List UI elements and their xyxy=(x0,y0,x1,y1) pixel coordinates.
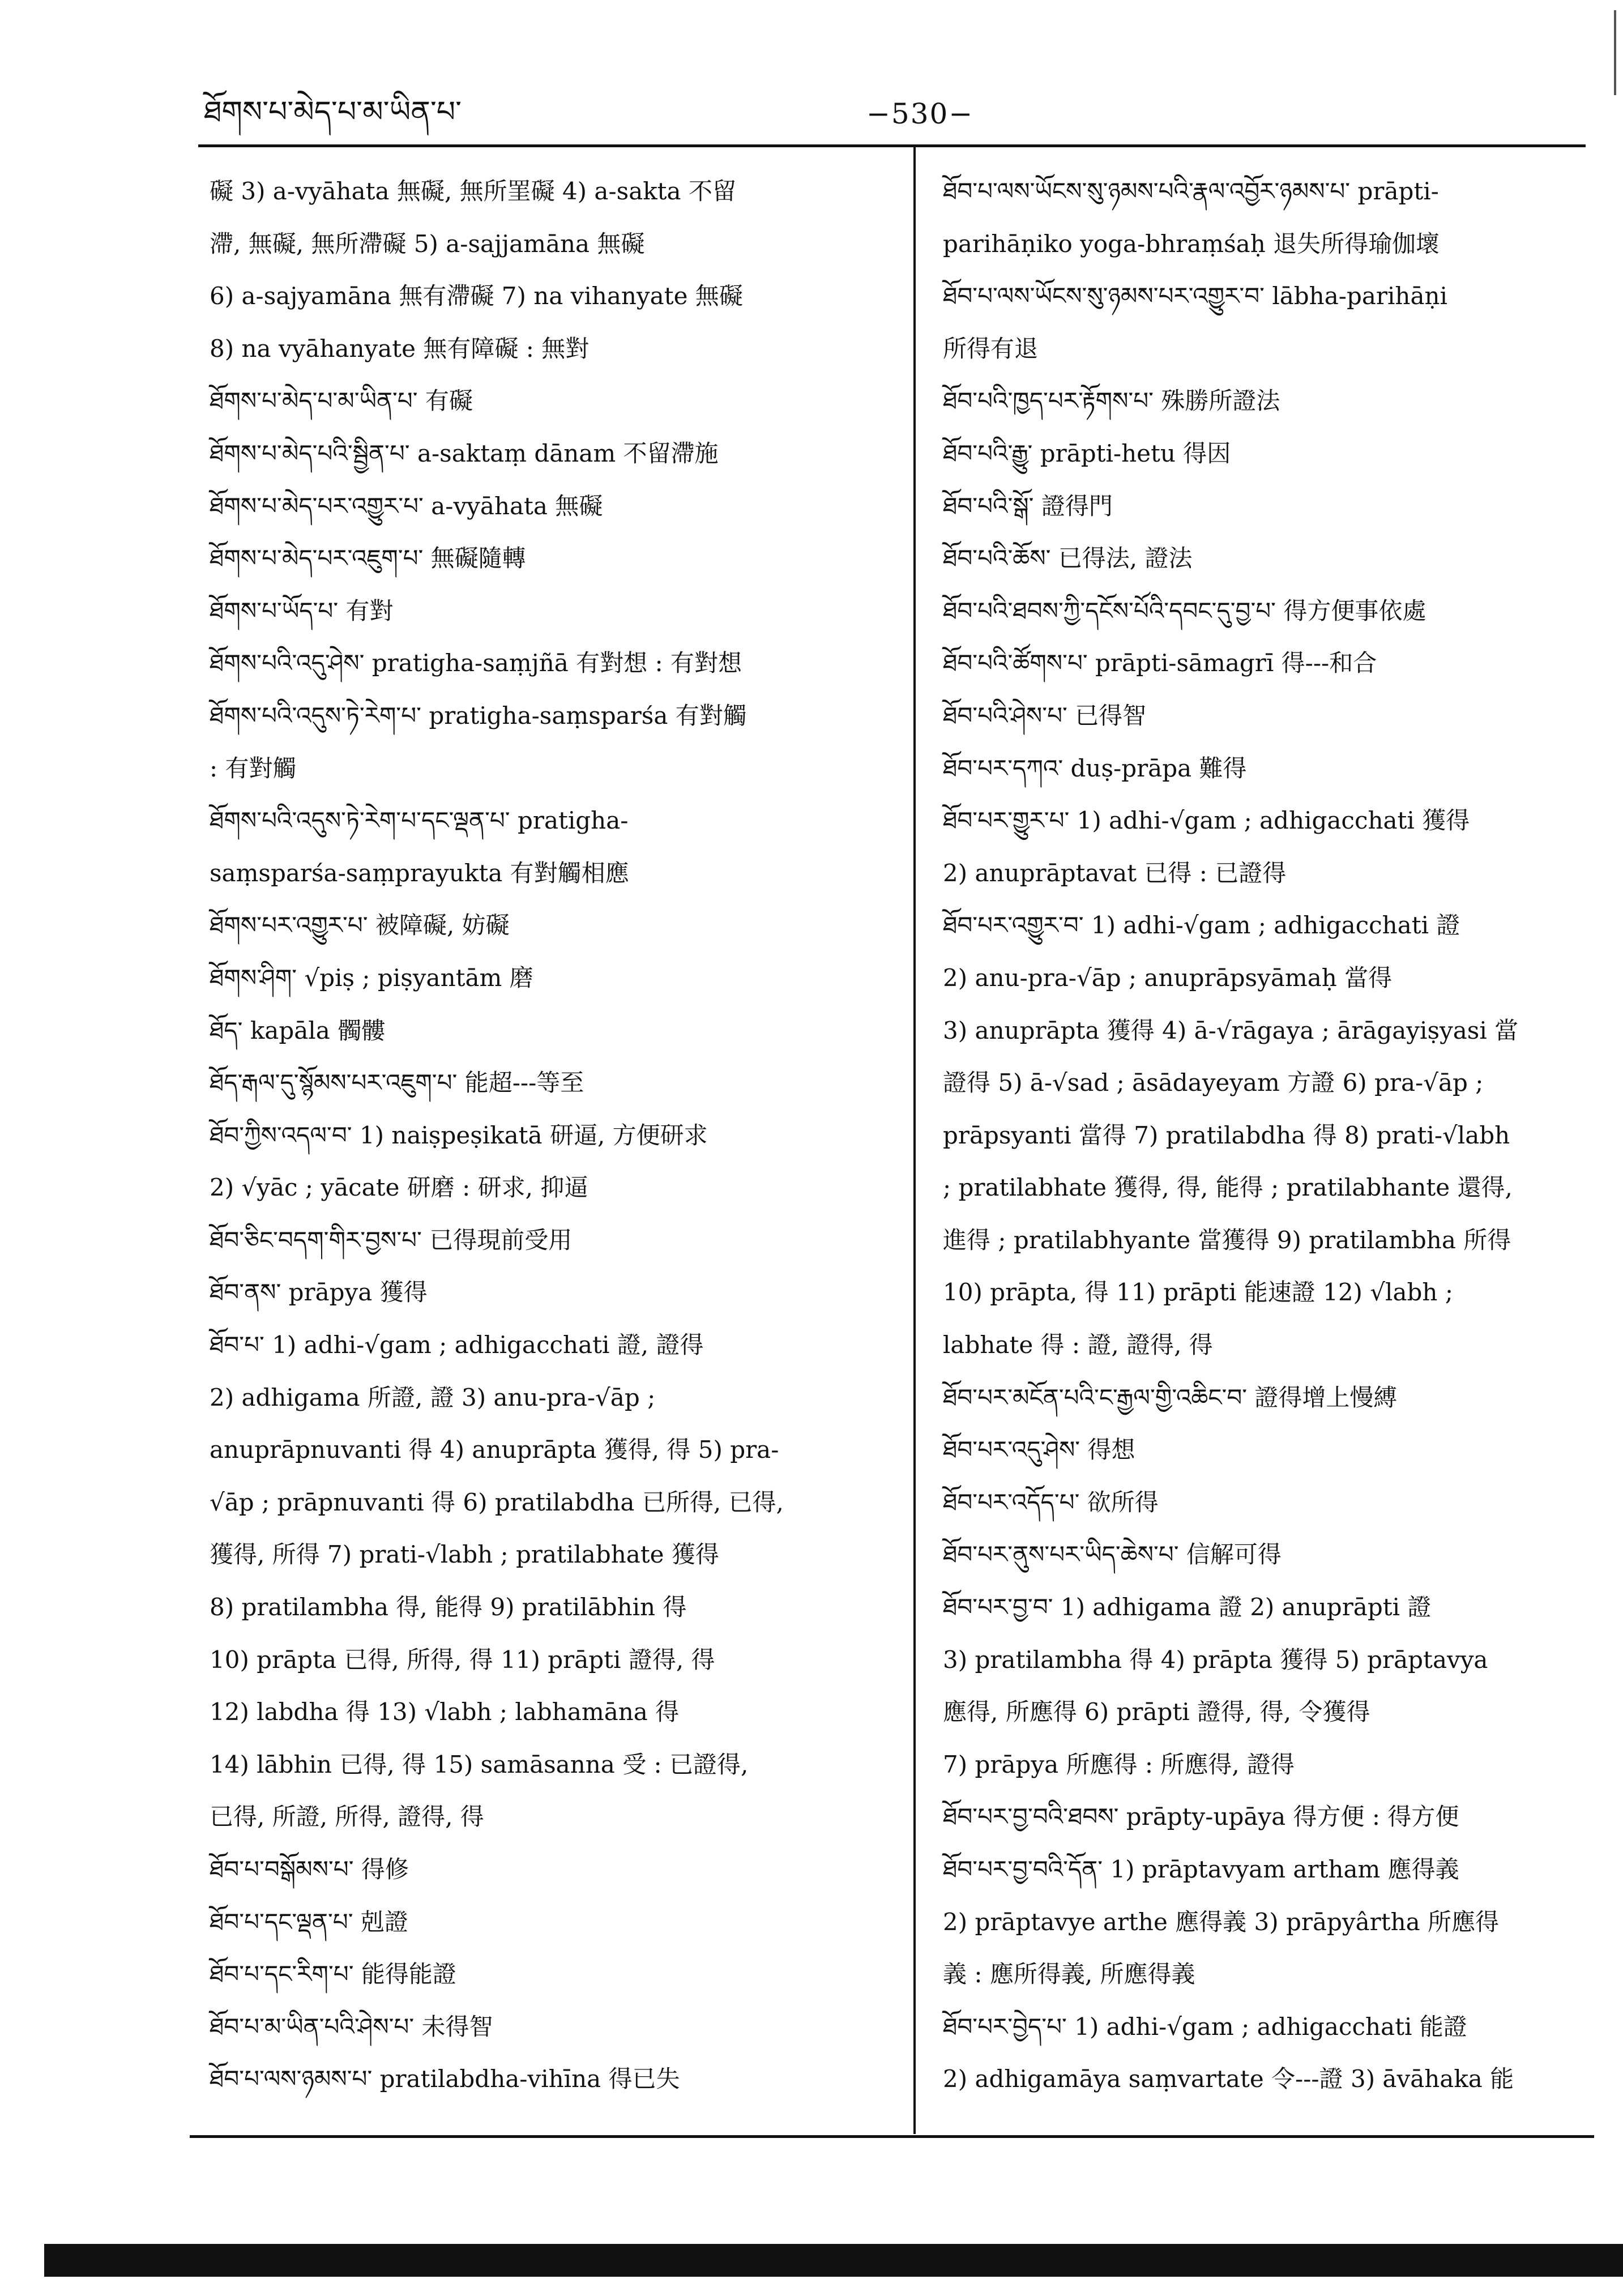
dictionary-line: ཐོབ་ནས་ prāpya 獲得 xyxy=(210,1278,428,1307)
dictionary-line: 所得有退 xyxy=(943,334,1039,362)
page-number: −530− xyxy=(866,97,974,130)
dictionary-line: ཐོབ་པར་མངོན་པའི་ང་རྒྱལ་གྱི་འཆིང་བ་ 證得增上慢縛 xyxy=(943,1383,1398,1411)
dictionary-line: ཐོབ་ཅིང་བདག་གིར་བྱས་པ་ 已得現前受用 xyxy=(210,1226,573,1254)
dictionary-line: 14) lābhin 已得, 得 15) samāsanna 受 : 已證得, xyxy=(210,1750,749,1778)
dictionary-line: ཐོབ་པའི་ཆོས་ 已得法, 證法 xyxy=(943,544,1193,573)
dictionary-line: ཐོབ་པར་འདུ་ཤེས་ 得想 xyxy=(943,1436,1135,1464)
dictionary-line: ཐོགས་པ་ཡོད་པ་ 有對 xyxy=(210,596,394,625)
left-column xyxy=(210,165,895,2106)
dictionary-line: ཐོབ་པར་གྱུར་པ་ 1) adhi-√gam ; adhigacchati 獲得 xyxy=(943,806,1470,835)
dictionary-line: 義 : 應所得義, 所應得義 xyxy=(943,1960,1195,1988)
dictionary-line: 8) na vyāhanyate 無有障礙 : 無對 xyxy=(210,334,590,362)
dictionary-line: ཐོབ་པ་ལས་ཉམས་པ་ pratilabdha-vihīna 得已失 xyxy=(210,2065,680,2093)
dictionary-line: ཐོབ་པའི་ཤེས་པ་ 已得智 xyxy=(943,701,1147,729)
dictionary-line: ཐོབ་པར་བྱ་བའི་ཐབས་ prāpty-upāya 得方便 : 得方便 xyxy=(943,1803,1459,1831)
column-divider xyxy=(913,146,916,2134)
dictionary-line: ཐོབ་པར་བྱ་བའི་དོན་ 1) prāptavyam artham 應得義 xyxy=(943,1855,1459,1883)
dictionary-line: ཐོབ་པའི་ཚོགས་པ་ prāpti-sāmagrī 得---和合 xyxy=(943,649,1377,677)
dictionary-line: ཐོབ་པ་བསྒོམས་པ་ 得修 xyxy=(210,1855,409,1883)
dictionary-line: ཐོགས་པའི་འདུ་ཤེས་ pratigha-saṃjñā 有對想 : 有對想 xyxy=(210,649,742,677)
dictionary-line: ཐོབ་ཀྱིས་འདལ་བ་ 1) naiṣpeṣikatā 研逼, 方便研求 xyxy=(210,1121,708,1149)
dictionary-line: 7) prāpya 所應得 : 所應得, 證得 xyxy=(943,1750,1295,1778)
dictionary-line: 3) pratilambha 得 4) prāpta 獲得 5) prāptavya xyxy=(943,1645,1488,1674)
dictionary-line: anuprāpnuvanti 得 4) anuprāpta 獲得, 得 5) pra- xyxy=(210,1436,779,1464)
dictionary-line: ཐོགས་པའི་འདུས་ཏེ་རེག་པ་དང་ལྡན་པ་ pratigha- xyxy=(210,806,629,835)
dictionary-line: 應得, 所應得 6) prāpti 證得, 得, 令獲得 xyxy=(943,1698,1370,1726)
dictionary-line: ཐོབ་པར་འདོད་པ་ 欲所得 xyxy=(943,1488,1159,1516)
dictionary-line: ཐོབ་པར་འགྱུར་བ་ 1) adhi-√gam ; adhigacchati 證 xyxy=(943,911,1460,940)
dictionary-line: 3) anuprāpta 獲得 4) ā-√rāgaya ; ārāgayiṣyasi 當 xyxy=(943,1016,1519,1044)
dictionary-line: 2) anu-pra-√āp ; anuprāpsyāmaḥ 當得 xyxy=(943,963,1393,992)
dictionary-line: 2) √yāc ; yācate 研磨 : 研求, 抑逼 xyxy=(210,1173,588,1202)
dictionary-line: ཐོབ་པའི་རྒྱུ་ prāpti-hetu 得因 xyxy=(943,439,1231,467)
dictionary-line: 已得, 所證, 所得, 證得, 得 xyxy=(210,1803,484,1831)
dictionary-line: ; pratilabhate 獲得, 得, 能得 ; pratilabhante 還得, xyxy=(943,1173,1513,1202)
dictionary-line: labhate 得 : 證, 證得, 得 xyxy=(943,1331,1213,1359)
dictionary-line: ཐོབ་པའི་ཁྱད་པར་རྟོགས་པ་ 殊勝所證法 xyxy=(943,387,1280,415)
dictionary-line: 礙 3) a-vyāhata 無礙, 無所罣礙 4) a-sakta 不留 xyxy=(210,177,736,205)
dictionary-line: ཐོགས་པར་འགྱུར་པ་ 被障礙, 妨礙 xyxy=(210,911,510,940)
dictionary-line: ཐོབ་པ་ 1) adhi-√gam ; adhigacchati 證, 證得 xyxy=(210,1331,704,1359)
dictionary-line: 獲得, 所得 7) prati-√labh ; pratilabhate 獲得 xyxy=(210,1540,719,1569)
dictionary-line: ཐོབ་པའི་སྒོ་ 證得門 xyxy=(943,492,1113,520)
dictionary-line: : 有對觸 xyxy=(210,754,297,782)
dictionary-line: 進得 ; pratilabhyante 當獲得 9) pratilambha 所得 xyxy=(943,1226,1511,1254)
dictionary-line: ཐོགས་པ་མེད་པའི་སྦྱིན་པ་ a-saktaṃ dānam 不留滯施 xyxy=(210,439,719,467)
scan-edge-mark xyxy=(1586,10,1616,95)
dictionary-line: √āp ; prāpnuvanti 得 6) pratilabdha 已所得, 已得, xyxy=(210,1488,784,1516)
dictionary-line: 2) adhigamāya saṃvartate 令---證 3) āvāhaka 能 xyxy=(943,2065,1514,2093)
dictionary-line: ཐོབ་པ་ལས་ཡོངས་སུ་ཉམས་པའི་རྣལ་འབྱོར་ཉམས་པ་ prāpti- xyxy=(943,177,1439,205)
dictionary-line: ཐོབ་པར་བྱེད་པ་ 1) adhi-√gam ; adhigacchati 能證 xyxy=(943,2012,1467,2041)
dictionary-line: 12) labdha 得 13) √labh ; labhamāna 得 xyxy=(210,1698,680,1726)
dictionary-line: ཐོགས་པའི་འདུས་ཏེ་རེག་པ་ pratigha-saṃsparśa 有對觸 xyxy=(210,701,747,729)
dictionary-line: 2) anuprāptavat 已得 : 已證得 xyxy=(943,859,1287,887)
dictionary-line: 證得 5) ā-√sad ; āsādayeyam 方證 6) pra-√āp ; xyxy=(943,1069,1484,1097)
right-column xyxy=(943,165,1588,2106)
footer-rule xyxy=(190,2135,1594,2138)
dictionary-line: ཐོགས་པ་མེད་པར་འཇུག་པ་ 無礙隨轉 xyxy=(210,544,526,573)
dictionary-line: prāpsyanti 當得 7) pratilabdha 得 8) prati-√labh xyxy=(943,1121,1510,1149)
dictionary-line: 10) prāpta 已得, 所得, 得 11) prāpti 證得, 得 xyxy=(210,1645,715,1674)
dictionary-line: ཐོད་ kapāla 髑髏 xyxy=(210,1016,386,1044)
dictionary-line: 10) prāpta, 得 11) prāpti 能速證 12) √labh ; xyxy=(943,1278,1453,1307)
scan-footer-band xyxy=(44,2244,1623,2277)
running-header: ཐོགས་པ་མེད་པ་མ་ཡིན་པ་ xyxy=(204,95,462,129)
dictionary-line: ཐོབ་པ་མ་ཡིན་པའི་ཤེས་པ་ 未得智 xyxy=(210,2012,493,2041)
dictionary-line: ཐོགས་པ་མེད་པ་མ་ཡིན་པ་ 有礙 xyxy=(210,387,473,415)
dictionary-line: ཐོབ་པ་ལས་ཡོངས་སུ་ཉམས་པར་འགྱུར་བ་ lābha-parihāṇi xyxy=(943,282,1447,310)
dictionary-line: 6) a-sajyamāna 無有滯礙 7) na vihanyate 無礙 xyxy=(210,282,743,310)
dictionary-line: saṃsparśa-saṃprayukta 有對觸相應 xyxy=(210,859,629,887)
dictionary-line: 8) pratilambha 得, 能得 9) pratilābhin 得 xyxy=(210,1593,687,1621)
dictionary-line: ཐོབ་པའི་ཐབས་ཀྱི་དངོས་པོའི་དབང་དུ་བྱ་པ་ 得方便事依處 xyxy=(943,596,1426,625)
dictionary-line: ཐོབ་པར་ནུས་པར་ཡིད་ཆེས་པ་ 信解可得 xyxy=(943,1540,1282,1569)
dictionary-line: ཐོགས་པ་མེད་པར་འགྱུར་པ་ a-vyāhata 無礙 xyxy=(210,492,603,520)
dictionary-line: ཐོབ་པར་བྱ་བ་ 1) adhigama 證 2) anuprāpti 證 xyxy=(943,1593,1432,1621)
dictionary-line: 2) prāptavye arthe 應得義 3) prāpyârtha 所應得 xyxy=(943,1907,1500,1936)
dictionary-line: 滯, 無礙, 無所滯礙 5) a-sajjamāna 無礙 xyxy=(210,229,645,258)
dictionary-line: ཐོགས་ཤིག་ √piṣ ; piṣyantām 磨 xyxy=(210,963,533,992)
dictionary-line: 2) adhigama 所證, 證 3) anu-pra-√āp ; xyxy=(210,1383,656,1411)
dictionary-line: parihāṇiko yoga-bhraṃśaḥ 退失所得瑜伽壞 xyxy=(943,229,1440,258)
dictionary-line: ཐོད་རྒལ་དུ་སྙོམས་པར་འཇུག་པ་ 能超---等至 xyxy=(210,1069,584,1097)
dictionary-line: ཐོབ་པ་དང་ལྡན་པ་ 剋證 xyxy=(210,1907,408,1936)
header-rule xyxy=(198,144,1586,147)
dictionary-line: ཐོབ་པར་དཀའ་ duṣ-prāpa 難得 xyxy=(943,754,1247,782)
dictionary-line: ཐོབ་པ་དང་རིག་པ་ 能得能證 xyxy=(210,1960,456,1988)
